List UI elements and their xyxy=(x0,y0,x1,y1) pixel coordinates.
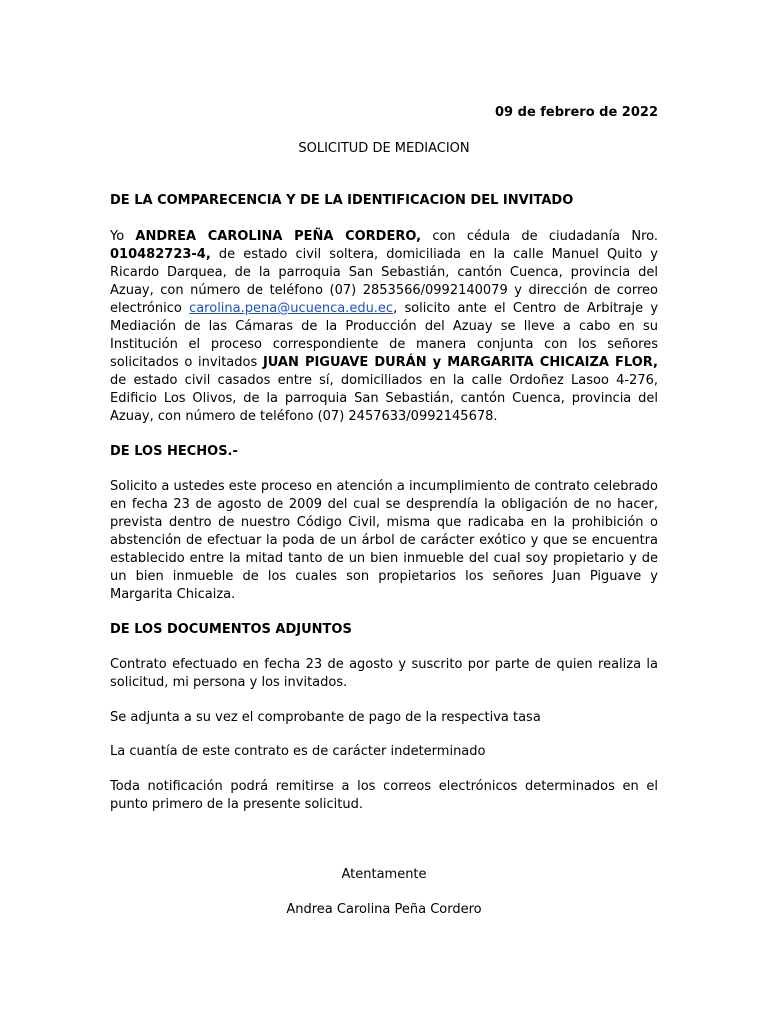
documentos-paragraph-cuantia: La cuantía de este contrato es de carácter indeterminado xyxy=(110,744,486,759)
section-heading-documentos: DE LOS DOCUMENTOS ADJUNTOS xyxy=(110,622,352,637)
applicant-id-number: 010482723-4, xyxy=(110,247,211,262)
section-heading-comparecencia: DE LA COMPARECENCIA Y DE LA IDENTIFICACION DEL INVITADO xyxy=(110,193,574,208)
documentos-paragraph-notificacion: Toda notificación podrá remitirse a los correos electrónicos determinados en el punto primero de la presente solicitud. xyxy=(110,779,658,812)
invited-names: JUAN PIGUAVE DURÁN y MARGARITA CHICAIZA FLOR, xyxy=(262,355,658,370)
email-link[interactable]: carolina.pena@ucuenca.edu.ec xyxy=(189,301,394,316)
text-yo: Yo xyxy=(110,229,136,244)
hechos-paragraph: Solicito a ustedes este proceso en atención a incumplimiento de contrato celebrado en fecha 23 de agosto de 2009 del cual se desprendía la obligación de no hacer, prevista dentro de nuestro Código Civil, misma que radicaba en la prohibición o abstención de efectuar la poda de un árbol de carácter exótico y que se encuentra establecido entre la mitad tanto de un bien inmueble del cual soy propietario y de un bien inmueble de los cuales son propietarios los señores Juan Piguave y Margarita Chicaiza. xyxy=(110,479,658,602)
comparecencia-paragraph xyxy=(110,228,658,426)
text-cedula: con cédula de ciudadanía Nro. xyxy=(421,229,658,244)
document-date: 09 de febrero de 2022 xyxy=(495,105,658,120)
text-domicile: de estado civil soltera, domiciliada en la calle Manuel Quito y Ricardo Darquea, de la parroquia San Sebastián, cantón Cuenca, provincia del Azuay, con número de teléfono (07) 2853566/0992140079 y dirección de correo electrónico xyxy=(110,247,658,316)
text-request: , solicito ante el Centro de Arbitraje y Mediación de las Cámaras de la Producción del Azuay se lleve a cabo en su Institución el proceso correspondiente de manera conjunta con los señores solicitados o invitados xyxy=(110,301,659,370)
applicant-name: ANDREA CAROLINA PEÑA CORDERO, xyxy=(135,229,422,244)
closing-salutation: Atentamente xyxy=(341,867,427,882)
section-heading-hechos: DE LOS HECHOS.- xyxy=(110,444,238,459)
documentos-paragraph-comprobante: Se adjunta a su vez el comprobante de pago de la respectiva tasa xyxy=(110,710,541,725)
documentos-paragraph-contrato: Contrato efectuado en fecha 23 de agosto y suscrito por parte de quien realiza la solicitud, mi persona y los invitados. xyxy=(110,657,658,690)
document-title: SOLICITUD DE MEDIACION xyxy=(298,141,470,156)
text-invited-details: de estado civil casados entre sí, domiciliados en la calle Ordoñez Lasoo 4-276, Edificio Los Olivos, de la parroquia San Sebastián, cantón Cuenca, provincia del Azuay, con número de teléfono (07) 2457633/0992145678. xyxy=(110,373,658,424)
signature-name: Andrea Carolina Peña Cordero xyxy=(286,902,482,917)
document-body xyxy=(110,104,658,919)
